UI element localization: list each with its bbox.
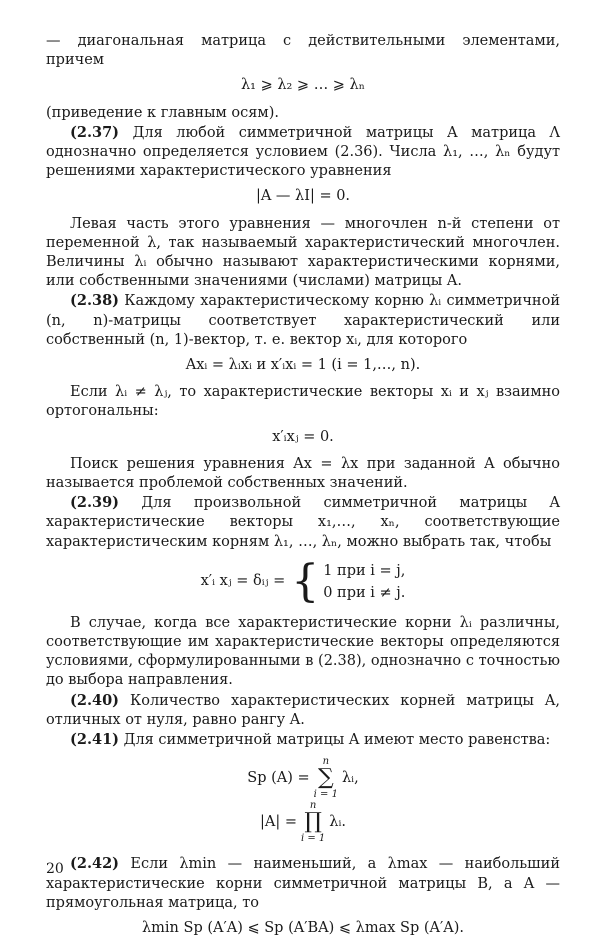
paragraph-characteristic-polynomial: Левая часть этого уравнения — многочлен n-й степени от переменной λ, так называемый характеристический многочлен. Величины λᵢ обычно называют характеристическими корнями, или собственными значениями (числами) матрицы A. bbox=[46, 215, 560, 290]
paragraph-2-38 bbox=[46, 291, 560, 350]
item-number-2-41: (2.41) bbox=[70, 731, 120, 749]
equation-eigenvalue-order: λ₁ ⩾ λ₂ ⩾ … ⩾ λₙ bbox=[240, 77, 366, 94]
sum-lower-limit: i = 1 bbox=[313, 789, 338, 801]
paragraph-distinct-roots: В случае, когда все характеристические корни λᵢ различны, соответствующие им характеристические векторы определяются условиями, сформулированными в (2.38), однозначно с точностью до выбора направления. bbox=[46, 614, 560, 689]
cases-rows bbox=[323, 560, 405, 604]
item-number-2-40: (2.40) bbox=[70, 691, 120, 709]
paragraph-2-39-text: Для произвольной симметричной матрицы A характеристические векторы x₁,…, xₙ, соответствующие характеристическим корням λ₁, …, λₙ, можно выбрать так, чтобы bbox=[46, 495, 560, 550]
case-row-equal: 1 при i = j, bbox=[323, 562, 406, 579]
paragraph-2-41-text: Для симметричной матрицы A имеют место равенства: bbox=[119, 732, 551, 749]
item-number-2-38: (2.38) bbox=[70, 292, 120, 310]
paragraph-eigenproblem: Поиск решения уравнения Ax = λx при заданной A обычно называется проблемой собственных значений. bbox=[46, 455, 560, 492]
equation-rayleigh-bounds: λmin Sp (A′A) ⩽ Sp (A′BA) ⩽ λmax Sp (A′A). bbox=[141, 919, 465, 936]
sum-upper-limit: n bbox=[322, 756, 330, 768]
paragraph-2-42 bbox=[46, 854, 560, 913]
paragraph-2-38-text: Каждому характеристическому корню λᵢ симметричной (n, n)-матрицы соответствует характеристический или собственный (n, 1)-вектор, т. е. вектор xᵢ, для которого bbox=[46, 293, 560, 348]
equation-orthogonality: x′ᵢxⱼ = 0. bbox=[272, 428, 334, 445]
kronecker-lhs: x′ᵢ xⱼ = δᵢⱼ = bbox=[200, 573, 286, 590]
equation-trace bbox=[247, 756, 358, 800]
paragraph-2-37 bbox=[46, 123, 560, 182]
product-operator bbox=[301, 800, 325, 844]
equation-eigenvector: Axᵢ = λᵢxᵢ и x′ᵢxᵢ = 1 (i = 1,…, n). bbox=[185, 357, 421, 374]
text-line-diagonal: — диагональная матрица с действительными элементами, причем bbox=[46, 33, 560, 69]
sum-symbol: ∑ bbox=[317, 765, 334, 791]
trace-rhs: λᵢ, bbox=[341, 769, 359, 786]
paragraph-2-42-text: Если λmin — наименьший, а λmax — наибольший характеристические корни симметричной матрицы B, а A — прямоугольная матрица, то bbox=[46, 856, 560, 911]
equation-kronecker-delta bbox=[46, 555, 560, 607]
determinant-lhs: |A| = bbox=[259, 813, 297, 830]
equation-characteristic: |A — λI| = 0. bbox=[255, 188, 351, 205]
paragraph-2-40 bbox=[46, 691, 560, 730]
product-lower-limit: i = 1 bbox=[301, 833, 326, 845]
case-row-not-equal: 0 при i ≠ j. bbox=[323, 584, 406, 601]
sum-operator bbox=[314, 756, 338, 800]
paragraph-2-39 bbox=[46, 493, 560, 552]
page-number: 20 bbox=[46, 861, 64, 877]
product-symbol: ∏ bbox=[304, 809, 322, 835]
item-number-2-39: (2.39) bbox=[70, 494, 120, 512]
equation-determinant bbox=[260, 800, 346, 844]
product-upper-limit: n bbox=[309, 800, 317, 812]
equations-trace-determinant bbox=[46, 756, 560, 844]
item-number-2-42: (2.42) bbox=[70, 855, 120, 873]
paragraph-2-37-text: Для любой симметричной матрицы A матрица Λ однозначно определяется условием (2.36). Числа λ₁, …, λₙ будут решениями характеристического уравнения bbox=[46, 124, 560, 180]
paragraph-2-40-text: Количество характеристических корней матрицы A, отличных от нуля, равно рангу A. bbox=[46, 692, 560, 728]
text-line-principal-axes: (приведение к главным осям). bbox=[46, 104, 279, 121]
paragraph-orthogonal: Если λᵢ ≠ λⱼ, то характеристические векторы xᵢ и xⱼ взаимно ортогональны: bbox=[46, 384, 560, 420]
determinant-rhs: λᵢ. bbox=[329, 813, 347, 830]
left-brace: { bbox=[291, 555, 320, 607]
trace-lhs: Sp (A) = bbox=[247, 769, 310, 786]
paragraph-2-41 bbox=[46, 730, 560, 750]
item-number-2-37: (2.37) bbox=[70, 123, 120, 141]
